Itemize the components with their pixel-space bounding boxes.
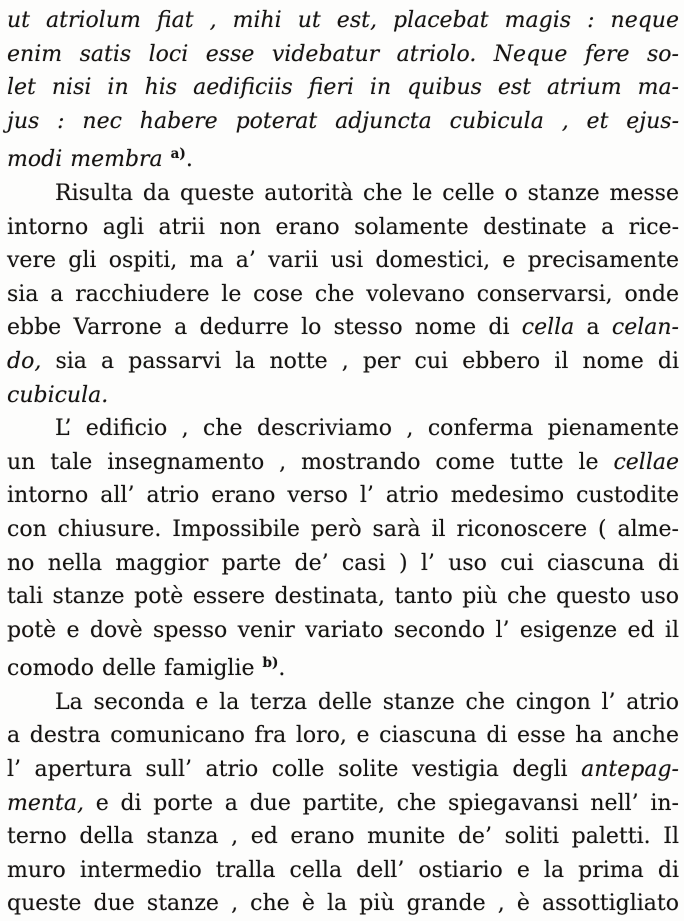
text-line — [7, 211, 679, 245]
text-segment: . — [278, 656, 286, 682]
text-segment: vere gli ospiti, ma a’ varii usi domestici, e precisamente — [7, 248, 679, 274]
text-line — [7, 311, 679, 345]
text-segment: L’ edificio , che descriviamo , conferma pienamente — [55, 416, 679, 442]
text-segment: . — [185, 147, 193, 173]
text-segment: antepag- — [581, 757, 679, 783]
footnote-marker: b) — [262, 655, 279, 672]
text-line — [7, 278, 679, 312]
text-segment: con chiusure. Impossibile però sarà il riconoscere ( alme- — [7, 516, 679, 542]
text-line — [7, 614, 679, 648]
text-segment: ebbe Varrone a dedurre lo stesso nome di — [7, 315, 522, 341]
text-line — [7, 820, 679, 854]
text-line — [7, 345, 679, 379]
text-line — [7, 513, 679, 547]
text-line — [7, 854, 679, 888]
text-segment: celan- — [611, 315, 679, 341]
text-segment: l’ apertura sull’ atrio colle solite vestigia degli — [7, 757, 582, 783]
text-line — [7, 753, 679, 787]
text-line — [7, 547, 679, 581]
text-segment: cellae — [613, 449, 679, 475]
text-segment: a destra comunicano fra loro, e ciascuna di esse ha anche — [7, 723, 679, 749]
text-line — [7, 446, 679, 480]
text-segment: un tale insegnamento , mostrando come tutte le — [7, 449, 614, 475]
text-segment: do, — [7, 348, 42, 374]
text-line — [7, 887, 679, 921]
text-segment: intorno agli atrii non erano solamente destinate a rice- — [7, 214, 679, 240]
text-segment: menta, — [7, 790, 84, 816]
text-line — [7, 580, 679, 614]
text-line — [7, 479, 679, 513]
text-segment: modi membra — [7, 147, 171, 173]
text-line — [7, 647, 679, 686]
text-segment: e di porte a due partite, che spiegavansi nell’ in- — [84, 790, 679, 816]
footnote-marker: a) — [170, 146, 186, 163]
text-segment: potè e dovè spesso venir variato secondo l’ esigenze ed il — [7, 617, 679, 643]
text-segment: cubicula. — [7, 382, 109, 408]
text-segment: intorno all’ atrio erano verso l’ atrio medesimo custodite — [7, 483, 679, 509]
text-line — [7, 177, 679, 211]
text-line — [7, 138, 679, 177]
text-line — [7, 787, 679, 821]
text-segment: La seconda e la terza delle stanze che cingon l’ atrio — [55, 689, 679, 715]
text-line — [7, 105, 679, 139]
text-line — [7, 412, 679, 446]
text-segment: tali stanze potè essere destinata, tanto più che questo uso — [7, 584, 679, 610]
text-segment: muro intermedio tralla cella dell’ ostiario e la prima di — [7, 857, 679, 883]
text-segment: comodo delle famiglie — [7, 656, 263, 682]
page-text — [7, 4, 679, 921]
text-line — [7, 4, 679, 38]
text-segment: terno della stanza , ed erano munite de’ soliti paletti. Il — [7, 824, 679, 850]
text-segment: let nisi in his aedificiis fieri in quibus est atrium ma- — [7, 75, 679, 101]
text-line — [7, 71, 679, 105]
text-segment: ut atriolum fiat , mihi ut est, placebat magis : neque — [7, 8, 679, 33]
text-segment: sia a passarvi la notte , per cui ebbero il nome di — [41, 348, 679, 374]
text-segment: a — [574, 315, 612, 341]
text-segment: queste due stanze , che è la più grande , è assottigliato — [7, 891, 679, 917]
text-line — [7, 379, 679, 413]
text-segment: jus : nec habere poterat adjuncta cubicula , et ejus- — [7, 108, 679, 134]
text-line — [7, 38, 679, 72]
text-segment: no nella maggior parte de’ casi ) l’ uso cui ciascuna di — [7, 550, 679, 576]
text-line — [7, 719, 679, 753]
text-segment: Risulta da queste autorità che le celle o stanze messe — [55, 180, 679, 206]
text-line — [7, 244, 679, 278]
text-segment: sia a racchiudere le cose che volevano conservarsi, onde — [7, 281, 679, 307]
text-segment: cella — [521, 315, 575, 341]
text-segment: enim satis loci esse videbatur atriolo. Neque fere so- — [7, 41, 679, 67]
text-line — [7, 686, 679, 720]
